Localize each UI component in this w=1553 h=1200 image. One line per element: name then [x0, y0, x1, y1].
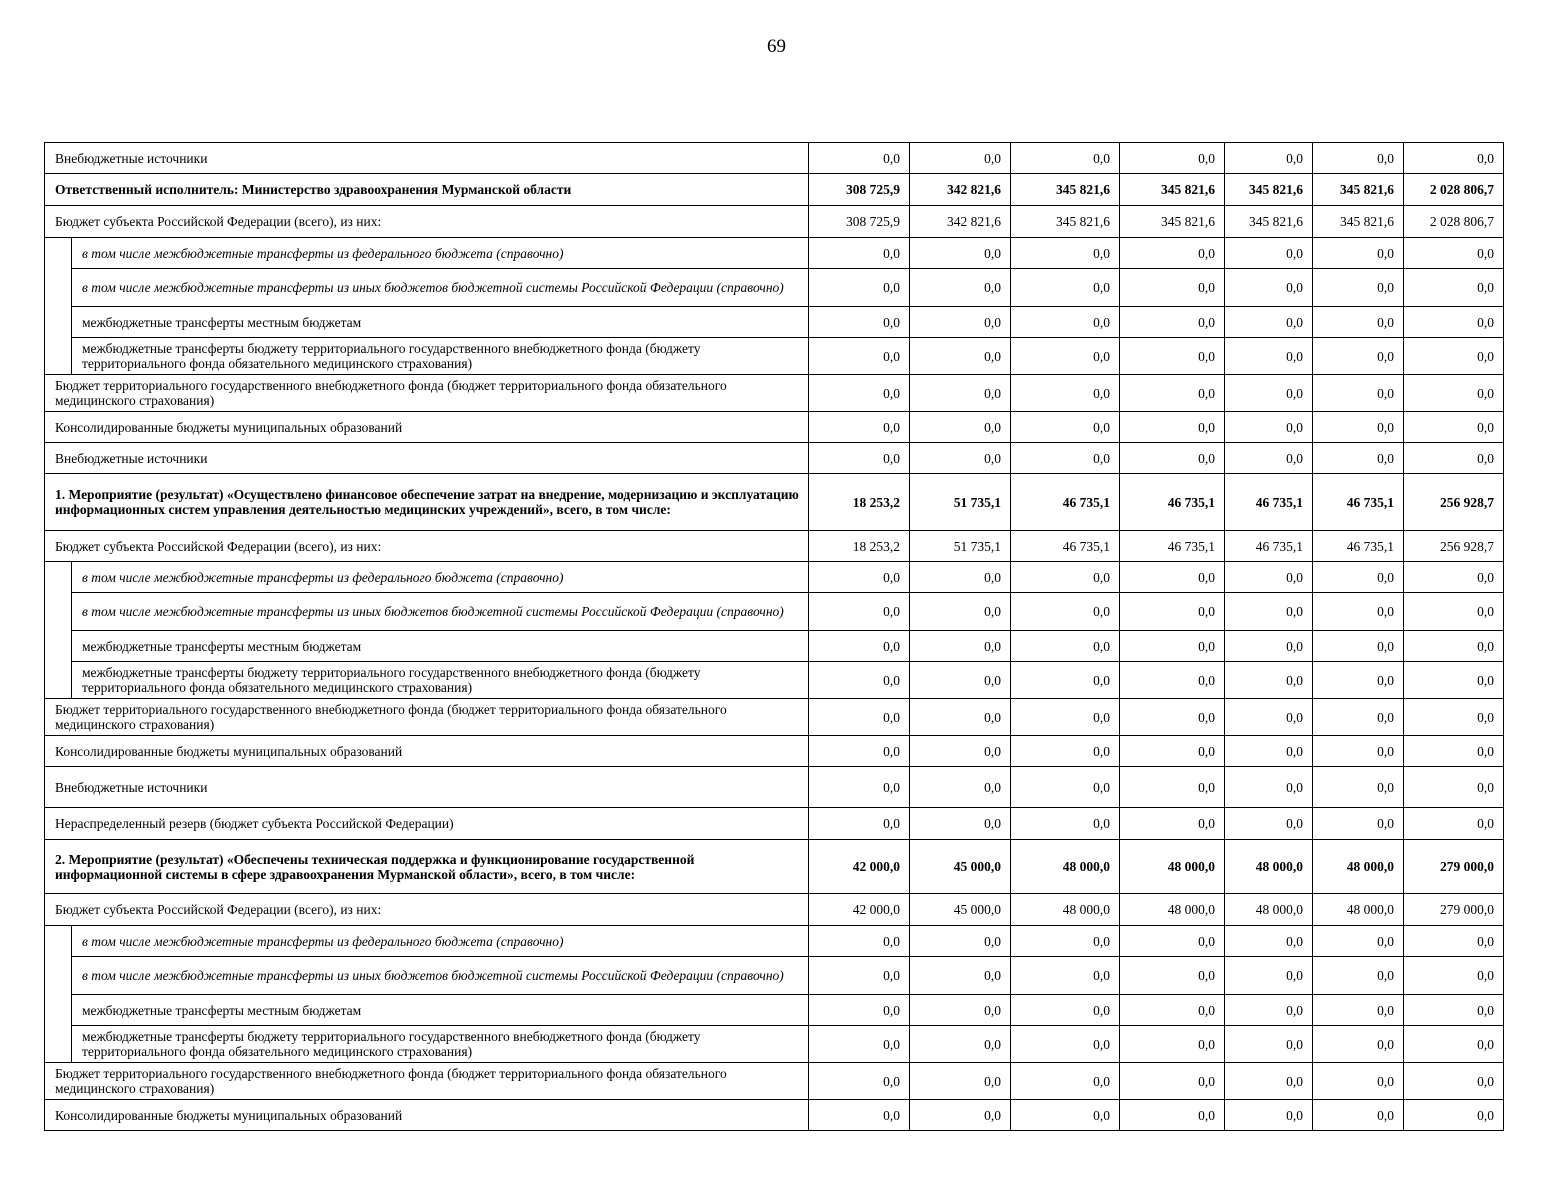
value-cell: 0,0 [1120, 1026, 1225, 1063]
value-cell: 0,0 [910, 995, 1011, 1026]
value-cell: 0,0 [910, 307, 1011, 338]
value-cell: 0,0 [1120, 808, 1225, 840]
value-cell: 0,0 [809, 736, 910, 767]
indent-cell [45, 957, 72, 995]
value-cell: 0,0 [809, 238, 910, 269]
row-label: Внебюджетные источники [45, 767, 809, 808]
row-label: межбюджетные трансферты местным бюджетам [72, 307, 809, 338]
value-cell: 0,0 [1404, 269, 1504, 307]
value-cell: 51 735,1 [910, 531, 1011, 562]
row-label: в том числе межбюджетные трансферты из федерального бюджета (справочно) [72, 562, 809, 593]
value-cell: 0,0 [1225, 957, 1313, 995]
value-cell: 0,0 [1225, 631, 1313, 662]
value-cell: 0,0 [1120, 1100, 1225, 1131]
value-cell: 0,0 [1120, 443, 1225, 474]
value-cell: 0,0 [1120, 767, 1225, 808]
indent-cell [45, 238, 72, 269]
indent-cell [45, 593, 72, 631]
value-cell: 0,0 [1120, 338, 1225, 375]
value-cell: 0,0 [809, 143, 910, 174]
value-cell: 0,0 [1404, 957, 1504, 995]
value-cell: 0,0 [1225, 562, 1313, 593]
indent-cell [45, 562, 72, 593]
value-cell: 0,0 [910, 736, 1011, 767]
value-cell: 0,0 [1225, 736, 1313, 767]
indent-cell [45, 662, 72, 699]
value-cell: 0,0 [1120, 143, 1225, 174]
value-cell: 0,0 [809, 631, 910, 662]
value-cell: 0,0 [1011, 1063, 1120, 1100]
value-cell: 342 821,6 [910, 206, 1011, 238]
value-cell: 0,0 [1404, 412, 1504, 443]
value-cell: 342 821,6 [910, 174, 1011, 206]
value-cell: 0,0 [1120, 1063, 1225, 1100]
value-cell: 48 000,0 [1313, 840, 1404, 894]
table-row [45, 767, 1504, 808]
value-cell: 45 000,0 [910, 840, 1011, 894]
value-cell: 0,0 [1011, 269, 1120, 307]
row-label: в том числе межбюджетные трансферты из иных бюджетов бюджетной системы Российской Федерации (справочно) [72, 957, 809, 995]
value-cell: 0,0 [1011, 662, 1120, 699]
value-cell: 0,0 [1313, 412, 1404, 443]
row-label: Внебюджетные источники [45, 443, 809, 474]
value-cell: 0,0 [1404, 338, 1504, 375]
table-row [45, 808, 1504, 840]
value-cell: 0,0 [1313, 1026, 1404, 1063]
value-cell: 279 000,0 [1404, 840, 1504, 894]
value-cell: 0,0 [809, 1026, 910, 1063]
table-row [45, 474, 1504, 531]
value-cell: 0,0 [1313, 269, 1404, 307]
table-row [45, 562, 1504, 593]
value-cell: 0,0 [809, 269, 910, 307]
value-cell: 42 000,0 [809, 894, 910, 926]
value-cell: 0,0 [1404, 736, 1504, 767]
row-label: 2. Мероприятие (результат) «Обеспечены техническая поддержка и функционирование государственной информационной системы в сфере здравоохранения Мурманской области», всего, в том числе: [45, 840, 809, 894]
value-cell: 0,0 [910, 269, 1011, 307]
table-row [45, 1063, 1504, 1100]
value-cell: 0,0 [809, 662, 910, 699]
value-cell: 0,0 [1011, 1026, 1120, 1063]
value-cell: 0,0 [910, 238, 1011, 269]
row-label: Бюджет территориального государственного внебюджетного фонда (бюджет территориального фонда обязательного медицинского страхования) [45, 1063, 809, 1100]
value-cell: 0,0 [1120, 995, 1225, 1026]
value-cell: 0,0 [1225, 808, 1313, 840]
value-cell: 0,0 [910, 957, 1011, 995]
value-cell: 0,0 [1011, 957, 1120, 995]
value-cell: 345 821,6 [1313, 206, 1404, 238]
row-label: межбюджетные трансферты местным бюджетам [72, 995, 809, 1026]
value-cell: 0,0 [1120, 269, 1225, 307]
value-cell: 0,0 [1225, 307, 1313, 338]
table-body [45, 143, 1504, 1131]
value-cell: 0,0 [1313, 375, 1404, 412]
value-cell: 0,0 [1404, 808, 1504, 840]
value-cell: 2 028 806,7 [1404, 174, 1504, 206]
value-cell: 46 735,1 [1011, 474, 1120, 531]
value-cell: 0,0 [1225, 699, 1313, 736]
row-label: в том числе межбюджетные трансферты из иных бюджетов бюджетной системы Российской Федерации (справочно) [72, 269, 809, 307]
value-cell: 0,0 [1011, 699, 1120, 736]
row-label: Бюджет территориального государственного внебюджетного фонда (бюджет территориального фонда обязательного медицинского страхования) [45, 699, 809, 736]
value-cell: 0,0 [1404, 926, 1504, 957]
value-cell: 0,0 [809, 562, 910, 593]
value-cell: 0,0 [1011, 593, 1120, 631]
row-label: Бюджет субъекта Российской Федерации (всего), из них: [45, 894, 809, 926]
value-cell: 0,0 [809, 593, 910, 631]
value-cell: 0,0 [1404, 143, 1504, 174]
value-cell: 48 000,0 [1225, 840, 1313, 894]
value-cell: 0,0 [809, 412, 910, 443]
value-cell: 345 821,6 [1225, 206, 1313, 238]
value-cell: 0,0 [1225, 269, 1313, 307]
value-cell: 0,0 [809, 307, 910, 338]
value-cell: 0,0 [910, 593, 1011, 631]
indent-cell [45, 1026, 72, 1063]
row-label: Бюджет субъекта Российской Федерации (всего), из них: [45, 531, 809, 562]
value-cell: 0,0 [1404, 699, 1504, 736]
row-label: межбюджетные трансферты местным бюджетам [72, 631, 809, 662]
value-cell: 0,0 [1313, 995, 1404, 1026]
value-cell: 0,0 [809, 338, 910, 375]
value-cell: 0,0 [1120, 957, 1225, 995]
value-cell: 0,0 [910, 443, 1011, 474]
value-cell: 0,0 [1404, 593, 1504, 631]
value-cell: 0,0 [1313, 562, 1404, 593]
table-row [45, 631, 1504, 662]
table-row [45, 995, 1504, 1026]
table-row [45, 443, 1504, 474]
value-cell: 0,0 [1313, 1063, 1404, 1100]
value-cell: 0,0 [1404, 995, 1504, 1026]
row-label: Консолидированные бюджеты муниципальных образований [45, 736, 809, 767]
table-row [45, 143, 1504, 174]
value-cell: 42 000,0 [809, 840, 910, 894]
value-cell: 0,0 [1404, 767, 1504, 808]
value-cell: 345 821,6 [1313, 174, 1404, 206]
value-cell: 0,0 [1225, 238, 1313, 269]
value-cell: 48 000,0 [1120, 894, 1225, 926]
value-cell: 0,0 [1404, 238, 1504, 269]
value-cell: 345 821,6 [1011, 206, 1120, 238]
value-cell: 0,0 [1225, 767, 1313, 808]
value-cell: 0,0 [910, 1026, 1011, 1063]
value-cell: 0,0 [910, 767, 1011, 808]
value-cell: 0,0 [910, 1063, 1011, 1100]
value-cell: 0,0 [910, 412, 1011, 443]
value-cell: 0,0 [1313, 699, 1404, 736]
value-cell: 308 725,9 [809, 174, 910, 206]
table-row [45, 926, 1504, 957]
value-cell: 308 725,9 [809, 206, 910, 238]
value-cell: 0,0 [1313, 1100, 1404, 1131]
table-row [45, 699, 1504, 736]
value-cell: 18 253,2 [809, 531, 910, 562]
row-label: Консолидированные бюджеты муниципальных образований [45, 1100, 809, 1131]
value-cell: 0,0 [1225, 338, 1313, 375]
value-cell: 0,0 [1011, 338, 1120, 375]
value-cell: 0,0 [1225, 443, 1313, 474]
value-cell: 0,0 [1313, 307, 1404, 338]
table-row [45, 736, 1504, 767]
value-cell: 0,0 [1120, 412, 1225, 443]
value-cell: 0,0 [809, 767, 910, 808]
value-cell: 48 000,0 [1011, 840, 1120, 894]
value-cell: 0,0 [1120, 662, 1225, 699]
value-cell: 0,0 [1011, 562, 1120, 593]
value-cell: 0,0 [1313, 338, 1404, 375]
row-label: Консолидированные бюджеты муниципальных образований [45, 412, 809, 443]
value-cell: 0,0 [910, 1100, 1011, 1131]
value-cell: 0,0 [1011, 307, 1120, 338]
value-cell: 0,0 [910, 338, 1011, 375]
indent-cell [45, 307, 72, 338]
row-label: Ответственный исполнитель: Министерство здравоохранения Мурманской области [45, 174, 809, 206]
value-cell: 46 735,1 [1313, 474, 1404, 531]
value-cell: 0,0 [1404, 1026, 1504, 1063]
value-cell: 345 821,6 [1225, 174, 1313, 206]
value-cell: 0,0 [1225, 995, 1313, 1026]
value-cell: 0,0 [1225, 593, 1313, 631]
value-cell: 0,0 [1404, 562, 1504, 593]
row-label: в том числе межбюджетные трансферты из федерального бюджета (справочно) [72, 238, 809, 269]
value-cell: 0,0 [809, 443, 910, 474]
value-cell: 0,0 [1011, 412, 1120, 443]
indent-cell [45, 631, 72, 662]
value-cell: 0,0 [1313, 143, 1404, 174]
value-cell: 0,0 [1404, 443, 1504, 474]
value-cell: 0,0 [910, 375, 1011, 412]
value-cell: 0,0 [1011, 926, 1120, 957]
value-cell: 0,0 [1404, 631, 1504, 662]
table-row [45, 531, 1504, 562]
row-label: Бюджет территориального государственного внебюджетного фонда (бюджет территориального фонда обязательного медицинского страхования) [45, 375, 809, 412]
value-cell: 0,0 [1011, 443, 1120, 474]
row-label: Бюджет субъекта Российской Федерации (всего), из них: [45, 206, 809, 238]
value-cell: 0,0 [1404, 1063, 1504, 1100]
table-row [45, 662, 1504, 699]
value-cell: 0,0 [1011, 1100, 1120, 1131]
value-cell: 51 735,1 [910, 474, 1011, 531]
value-cell: 0,0 [1225, 412, 1313, 443]
table-row [45, 840, 1504, 894]
value-cell: 0,0 [1011, 736, 1120, 767]
value-cell: 46 735,1 [1120, 531, 1225, 562]
value-cell: 0,0 [1011, 143, 1120, 174]
value-cell: 0,0 [910, 143, 1011, 174]
value-cell: 0,0 [1120, 238, 1225, 269]
value-cell: 0,0 [1313, 443, 1404, 474]
table-row [45, 174, 1504, 206]
table-row [45, 894, 1504, 926]
value-cell: 0,0 [1011, 767, 1120, 808]
row-label: межбюджетные трансферты бюджету территориального государственного внебюджетного фонда (бюджету территориального фонда обязательного медицинского страхования) [72, 338, 809, 375]
indent-cell [45, 269, 72, 307]
value-cell: 0,0 [1011, 375, 1120, 412]
value-cell: 0,0 [910, 926, 1011, 957]
value-cell: 0,0 [1404, 375, 1504, 412]
value-cell: 48 000,0 [1313, 894, 1404, 926]
value-cell: 46 735,1 [1313, 531, 1404, 562]
value-cell: 256 928,7 [1404, 531, 1504, 562]
table-row [45, 307, 1504, 338]
value-cell: 0,0 [809, 375, 910, 412]
value-cell: 0,0 [1313, 736, 1404, 767]
value-cell: 48 000,0 [1120, 840, 1225, 894]
row-label: 1. Мероприятие (результат) «Осуществлено финансовое обеспечение затрат на внедрение, модернизацию и эксплуатацию информационных систем управления деятельностью медицинских учреждений», всего, в том числе: [45, 474, 809, 531]
value-cell: 0,0 [809, 1063, 910, 1100]
value-cell: 0,0 [1120, 736, 1225, 767]
value-cell: 0,0 [910, 662, 1011, 699]
value-cell: 0,0 [1225, 1063, 1313, 1100]
row-label: в том числе межбюджетные трансферты из федерального бюджета (справочно) [72, 926, 809, 957]
value-cell: 18 253,2 [809, 474, 910, 531]
value-cell: 0,0 [809, 1100, 910, 1131]
value-cell: 0,0 [1120, 307, 1225, 338]
value-cell: 0,0 [1225, 143, 1313, 174]
value-cell: 345 821,6 [1120, 206, 1225, 238]
value-cell: 0,0 [1225, 1026, 1313, 1063]
value-cell: 48 000,0 [1011, 894, 1120, 926]
value-cell: 0,0 [1313, 926, 1404, 957]
table-row [45, 957, 1504, 995]
value-cell: 279 000,0 [1404, 894, 1504, 926]
table-row [45, 1100, 1504, 1131]
value-cell: 0,0 [1120, 593, 1225, 631]
value-cell: 0,0 [1313, 767, 1404, 808]
table-row [45, 206, 1504, 238]
value-cell: 0,0 [1120, 699, 1225, 736]
indent-cell [45, 995, 72, 1026]
value-cell: 0,0 [1011, 238, 1120, 269]
value-cell: 0,0 [1225, 926, 1313, 957]
value-cell: 0,0 [1225, 662, 1313, 699]
value-cell: 0,0 [1120, 562, 1225, 593]
value-cell: 46 735,1 [1225, 531, 1313, 562]
value-cell: 0,0 [1313, 593, 1404, 631]
table-row [45, 269, 1504, 307]
indent-cell [45, 338, 72, 375]
table-row [45, 375, 1504, 412]
indent-cell [45, 926, 72, 957]
value-cell: 345 821,6 [1011, 174, 1120, 206]
value-cell: 0,0 [809, 808, 910, 840]
value-cell: 0,0 [1313, 662, 1404, 699]
table-row [45, 338, 1504, 375]
value-cell: 0,0 [1120, 926, 1225, 957]
value-cell: 2 028 806,7 [1404, 206, 1504, 238]
value-cell: 0,0 [1011, 995, 1120, 1026]
row-label: Нераспределенный резерв (бюджет субъекта Российской Федерации) [45, 808, 809, 840]
value-cell: 0,0 [910, 562, 1011, 593]
value-cell: 0,0 [1120, 631, 1225, 662]
budget-table [44, 142, 1504, 1131]
value-cell: 0,0 [1313, 957, 1404, 995]
value-cell: 0,0 [809, 926, 910, 957]
value-cell: 0,0 [1404, 1100, 1504, 1131]
value-cell: 0,0 [910, 808, 1011, 840]
table-row [45, 593, 1504, 631]
value-cell: 45 000,0 [910, 894, 1011, 926]
value-cell: 46 735,1 [1120, 474, 1225, 531]
value-cell: 46 735,1 [1225, 474, 1313, 531]
row-label: межбюджетные трансферты бюджету территориального государственного внебюджетного фонда (бюджету территориального фонда обязательного медицинского страхования) [72, 662, 809, 699]
value-cell: 0,0 [1313, 238, 1404, 269]
value-cell: 0,0 [1313, 808, 1404, 840]
value-cell: 46 735,1 [1011, 531, 1120, 562]
value-cell: 0,0 [1404, 662, 1504, 699]
value-cell: 256 928,7 [1404, 474, 1504, 531]
table-row [45, 412, 1504, 443]
value-cell: 0,0 [910, 699, 1011, 736]
value-cell: 0,0 [1011, 808, 1120, 840]
value-cell: 0,0 [1011, 631, 1120, 662]
row-label: межбюджетные трансферты бюджету территориального государственного внебюджетного фонда (бюджету территориального фонда обязательного медицинского страхования) [72, 1026, 809, 1063]
table-row [45, 1026, 1504, 1063]
value-cell: 0,0 [1225, 375, 1313, 412]
value-cell: 0,0 [1313, 631, 1404, 662]
value-cell: 0,0 [1120, 375, 1225, 412]
page-number: 69 [767, 36, 786, 57]
value-cell: 0,0 [809, 995, 910, 1026]
row-label: Внебюджетные источники [45, 143, 809, 174]
value-cell: 0,0 [1225, 1100, 1313, 1131]
value-cell: 345 821,6 [1120, 174, 1225, 206]
row-label: в том числе межбюджетные трансферты из иных бюджетов бюджетной системы Российской Федерации (справочно) [72, 593, 809, 631]
value-cell: 0,0 [809, 957, 910, 995]
value-cell: 48 000,0 [1225, 894, 1313, 926]
value-cell: 0,0 [809, 699, 910, 736]
table-row [45, 238, 1504, 269]
value-cell: 0,0 [910, 631, 1011, 662]
value-cell: 0,0 [1404, 307, 1504, 338]
